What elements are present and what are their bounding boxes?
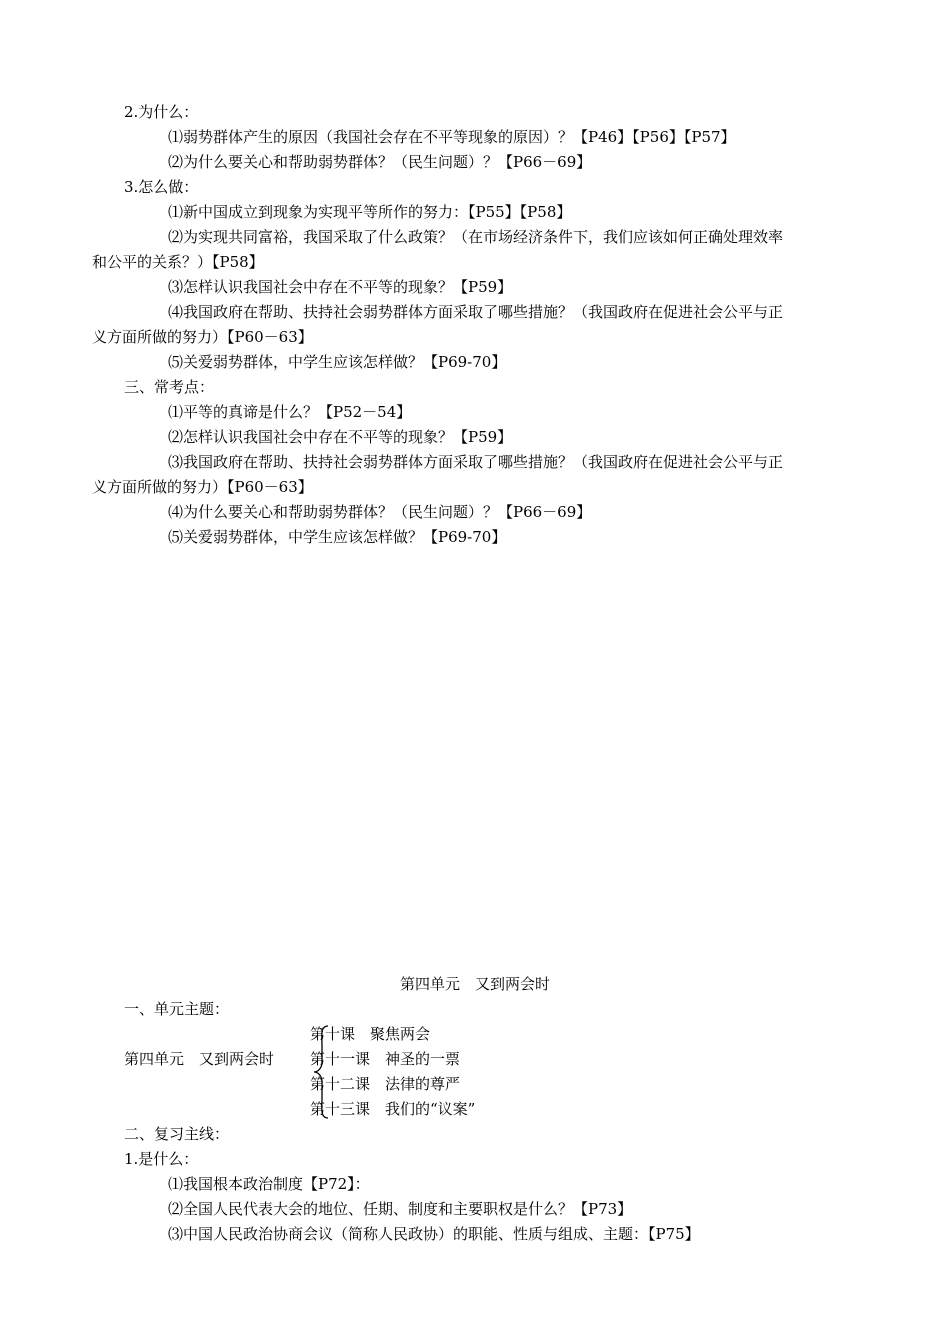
- what-item-3: ⑶中国人民政治协商会议（简称人民政协）的职能、性质与组成、主题：【P75】: [168, 1225, 700, 1243]
- how-item-5: ⑸关爱弱势群体，中学生应该怎样做？【P69-70】: [168, 353, 507, 371]
- lesson-10: 第十课 聚焦两会: [310, 1025, 431, 1043]
- unit-label: 第四单元 又到两会时: [124, 1050, 275, 1068]
- how-item-2: ⑵为实现共同富裕，我国采取了什么政策？（在市场经济条件下，我们应该如何正确处理效率: [168, 228, 784, 246]
- frequent-item-2: ⑵怎样认识我国社会中存在不平等的现象？【P59】: [168, 428, 513, 446]
- frequent-heading: 三、常考点：: [124, 378, 215, 396]
- why-item-1: ⑴弱势群体产生的原因（我国社会存在不平等现象的原因）？【P46】【P56】【P57】: [168, 128, 736, 146]
- how-item-3: ⑶怎样认识我国社会中存在不平等的现象？【P59】: [168, 278, 513, 296]
- why-item-2: ⑵为什么要关心和帮助弱势群体？（民生问题）？【P66－69】: [168, 153, 592, 171]
- how-item-2-cont: 和公平的关系？）【P58】: [92, 253, 264, 271]
- review-heading: 二、复习主线：: [124, 1125, 230, 1143]
- frequent-item-4: ⑷为什么要关心和帮助弱势群体？（民生问题）？【P66－69】: [168, 503, 592, 521]
- how-item-1: ⑴新中国成立到现象为实现平等所作的努力：【P55】【P58】: [168, 203, 572, 221]
- how-heading: 3.怎么做：: [124, 178, 199, 196]
- how-item-4: ⑷我国政府在帮助、扶持社会弱势群体方面采取了哪些措施？（我国政府在促进社会公平与正: [168, 303, 784, 321]
- frequent-item-3-cont: 义方面所做的努力）【P60－63】: [92, 478, 313, 496]
- lesson-13: 第十三课 我们的“议案”: [310, 1100, 476, 1118]
- what-item-2: ⑵全国人民代表大会的地位、任期、制度和主要职权是什么？【P73】: [168, 1200, 633, 1218]
- why-heading: 2.为什么：: [124, 103, 199, 121]
- what-heading: 1.是什么：: [124, 1150, 199, 1168]
- frequent-item-5: ⑸关爱弱势群体，中学生应该怎样做？【P69-70】: [168, 528, 507, 546]
- brace-icon: [310, 1024, 332, 1120]
- how-item-4-cont: 义方面所做的努力）【P60－63】: [92, 328, 313, 346]
- lesson-12: 第十二课 法律的尊严: [310, 1075, 461, 1093]
- what-item-1: ⑴我国根本政治制度【P72】：: [168, 1175, 370, 1193]
- theme-heading: 一、单元主题：: [124, 1000, 230, 1018]
- frequent-item-1: ⑴平等的真谛是什么？【P52－54】: [168, 403, 412, 421]
- frequent-item-3: ⑶我国政府在帮助、扶持社会弱势群体方面采取了哪些措施？（我国政府在促进社会公平与正: [168, 453, 784, 471]
- unit-title: 第四单元 又到两会时: [399, 975, 550, 993]
- lesson-11: 第十一课 神圣的一票: [310, 1050, 461, 1068]
